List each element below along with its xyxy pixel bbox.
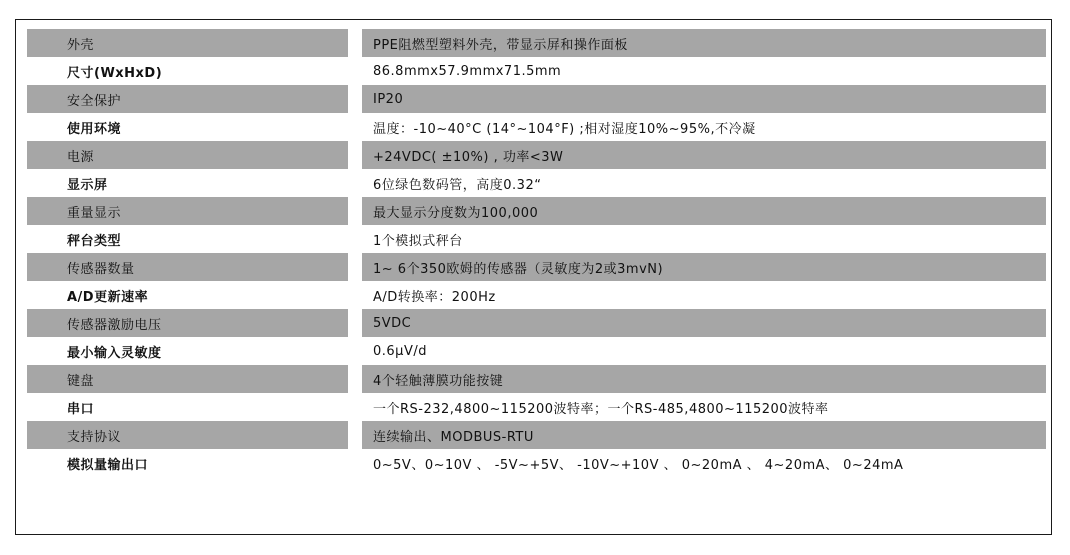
- column-divider: [348, 57, 362, 85]
- column-divider: [348, 393, 362, 421]
- spec-row: [27, 281, 1046, 309]
- spec-row: [27, 197, 1046, 225]
- spec-row: [27, 57, 1046, 85]
- column-divider: [348, 169, 362, 197]
- spec-value: 0~5V、0~10V 、 -5V~+5V、 -10V~+10V 、 0~20mA 、 4~20mA、 0~24mA: [362, 449, 1046, 477]
- spec-label: 安全保护: [27, 85, 348, 113]
- spec-value: 5VDC: [362, 309, 1046, 337]
- column-divider: [348, 29, 362, 57]
- spec-label: 传感器数量: [27, 253, 348, 281]
- spec-row: [27, 29, 1046, 57]
- column-divider: [348, 85, 362, 113]
- spec-label: 尺寸(WxHxD): [27, 57, 348, 85]
- spec-label: 电源: [27, 141, 348, 169]
- spec-value: A/D转换率：200Hz: [362, 281, 1046, 309]
- spec-row: [27, 113, 1046, 141]
- spec-value: 0.6μV/d: [362, 337, 1046, 365]
- column-divider: [348, 449, 362, 477]
- column-divider: [348, 197, 362, 225]
- spec-row: [27, 85, 1046, 113]
- spec-value: +24VDC( ±10%) , 功率<3W: [362, 141, 1046, 169]
- spec-row: [27, 365, 1046, 393]
- spec-value: 连续输出、MODBUS-RTU: [362, 421, 1046, 449]
- column-divider: [348, 421, 362, 449]
- column-divider: [348, 253, 362, 281]
- column-divider: [348, 281, 362, 309]
- spec-row: [27, 225, 1046, 253]
- column-divider: [348, 365, 362, 393]
- spec-value: 一个RS-232,4800~115200波特率；一个RS-485,4800~115200波特率: [362, 393, 1046, 421]
- spec-label: 最小输入灵敏度: [27, 337, 348, 365]
- spec-value: 86.8mmx57.9mmx71.5mm: [362, 57, 1046, 85]
- spec-label: 重量显示: [27, 197, 348, 225]
- spec-label: 显示屏: [27, 169, 348, 197]
- spec-label: 外壳: [27, 29, 348, 57]
- column-divider: [348, 309, 362, 337]
- column-divider: [348, 113, 362, 141]
- spec-row: [27, 309, 1046, 337]
- spec-row: [27, 141, 1046, 169]
- spec-label: 使用环境: [27, 113, 348, 141]
- spec-label: 秤台类型: [27, 225, 348, 253]
- spec-value: IP20: [362, 85, 1046, 113]
- spec-row: [27, 421, 1046, 449]
- spec-value: PPE阻燃型塑料外壳，带显示屏和操作面板: [362, 29, 1046, 57]
- spec-value: 6位绿色数码管，高度0.32“: [362, 169, 1046, 197]
- spec-value: 最大显示分度数为100,000: [362, 197, 1046, 225]
- spec-table-body: [27, 29, 1046, 477]
- spec-row: [27, 337, 1046, 365]
- column-divider: [348, 225, 362, 253]
- spec-label: 模拟量输出口: [27, 449, 348, 477]
- spec-label: 支持协议: [27, 421, 348, 449]
- spec-value: 4个轻触薄膜功能按键: [362, 365, 1046, 393]
- spec-row: [27, 449, 1046, 477]
- spec-row: [27, 393, 1046, 421]
- spec-label: A/D更新速率: [27, 281, 348, 309]
- spec-label: 键盘: [27, 365, 348, 393]
- spec-table: [27, 29, 1046, 477]
- spec-label: 传感器激励电压: [27, 309, 348, 337]
- column-divider: [348, 141, 362, 169]
- spec-label: 串口: [27, 393, 348, 421]
- spec-value: 1个模拟式秤台: [362, 225, 1046, 253]
- column-divider: [348, 337, 362, 365]
- spec-value: 1~ 6个350欧姆的传感器（灵敏度为2或3mvN): [362, 253, 1046, 281]
- spec-row: [27, 169, 1046, 197]
- spec-value: 温度：-10~40°C (14°~104°F) ;相对湿度10%~95%,不冷凝: [362, 113, 1046, 141]
- spec-row: [27, 253, 1046, 281]
